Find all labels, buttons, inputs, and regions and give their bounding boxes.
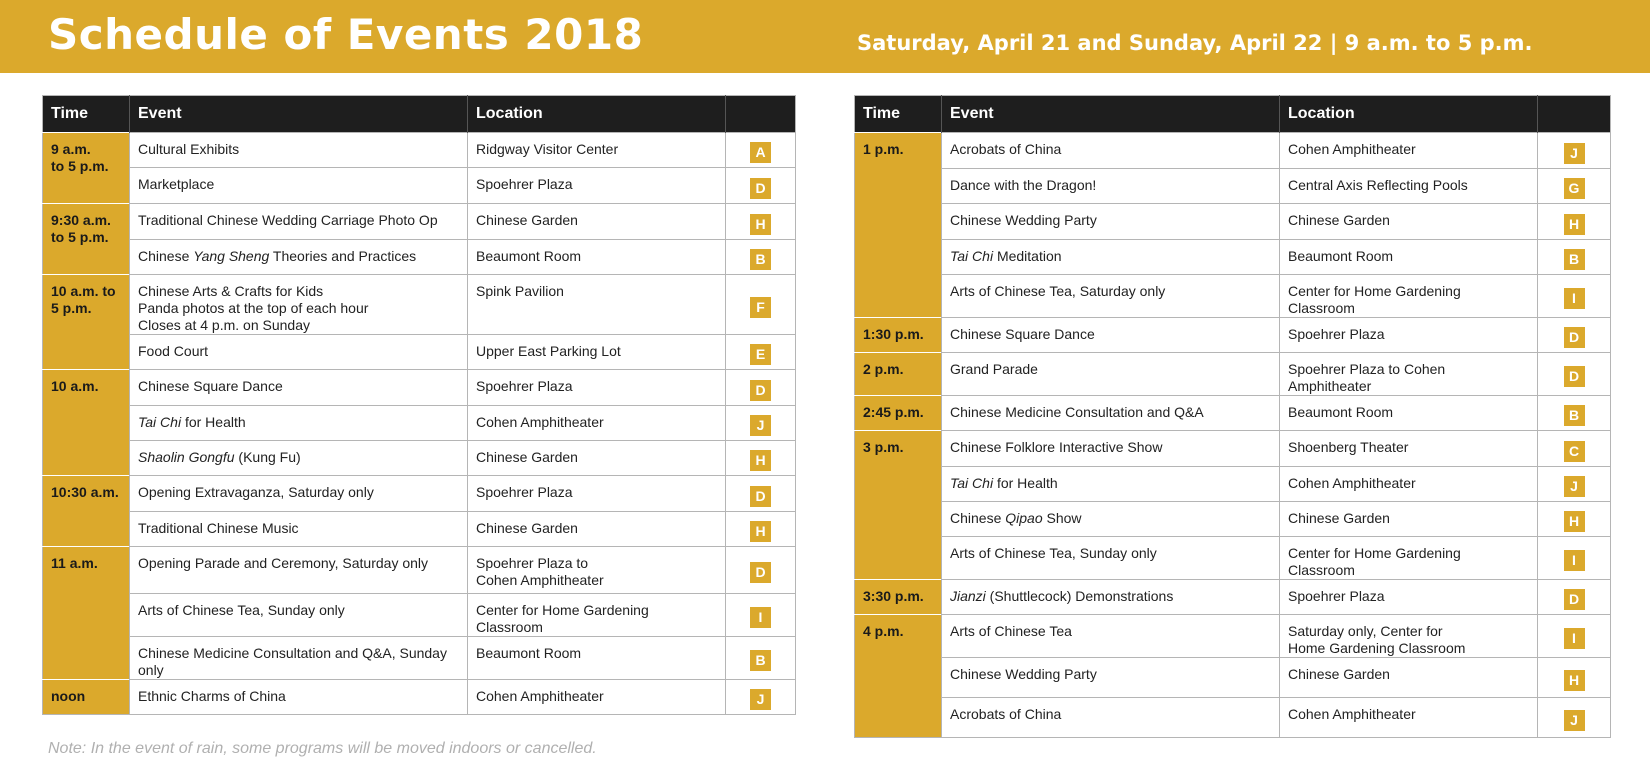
map-code-cell [726, 594, 796, 637]
code-column-header [1538, 96, 1611, 133]
map-code-badge: G [1564, 178, 1585, 199]
map-code-badge: D [750, 178, 771, 199]
event-name: Ethnic Charms of China [130, 680, 468, 715]
map-code-badge: H [1564, 214, 1585, 235]
map-code-badge: J [750, 689, 771, 710]
time-slot: 10 a.m. to 5 p.m. [43, 275, 130, 370]
table-row [43, 637, 796, 680]
event-location: Beaumont Room [468, 240, 726, 275]
map-code-badge: D [1564, 327, 1585, 348]
time-column-header: Time [855, 96, 942, 133]
event-location: Shoenberg Theater [1280, 431, 1538, 467]
title-banner [0, 0, 1650, 73]
map-code-cell [1538, 580, 1611, 615]
event-location: Spoehrer Plaza [468, 370, 726, 406]
time-slot: 10 a.m. [43, 370, 130, 476]
map-code-cell [1538, 431, 1611, 467]
page-title: Schedule of Events 2018 [48, 10, 644, 59]
map-code-badge: J [1564, 143, 1585, 164]
table-row [43, 133, 796, 168]
table-row [855, 204, 1611, 240]
time-slot: 1 p.m. [855, 133, 942, 318]
time-slot: 9:30 a.m. to 5 p.m. [43, 204, 130, 275]
event-name: Opening Extravaganza, Saturday only [130, 476, 468, 512]
table-row [43, 406, 796, 441]
event-name: Shaolin Gongfu (Kung Fu) [130, 441, 468, 476]
event-location: Center for Home Gardening Classroom [1280, 275, 1538, 318]
event-location: Spoehrer Plaza to Cohen Amphitheater [1280, 353, 1538, 396]
event-location: Cohen Amphitheater [468, 406, 726, 441]
event-location: Central Axis Reflecting Pools [1280, 169, 1538, 204]
table-row [43, 680, 796, 715]
map-code-badge: B [750, 650, 771, 671]
event-name: Dance with the Dragon! [942, 169, 1280, 204]
table-row [43, 240, 796, 275]
table-row [43, 476, 796, 512]
table-row [855, 698, 1611, 738]
event-location: Saturday only, Center for Home Gardening Classroom [1280, 615, 1538, 658]
event-name: Chinese Qipao Show [942, 502, 1280, 537]
event-dates: Saturday, April 21 and Sunday, April 22 | 9 a.m. to 5 p.m. [857, 31, 1533, 55]
map-code-cell [1538, 318, 1611, 353]
time-slot: 3:30 p.m. [855, 580, 942, 615]
event-location: Spoehrer Plaza to Cohen Amphitheater [468, 547, 726, 594]
event-name: Tai Chi for Health [130, 406, 468, 441]
map-code-badge: I [1564, 550, 1585, 571]
event-column-header: Event [942, 96, 1280, 133]
table-row [855, 615, 1611, 658]
map-code-cell [726, 335, 796, 370]
time-slot: 1:30 p.m. [855, 318, 942, 353]
map-code-badge: B [750, 249, 771, 270]
table-row [43, 370, 796, 406]
event-name: Cultural Exhibits [130, 133, 468, 168]
event-location: Ridgway Visitor Center [468, 133, 726, 168]
map-code-badge: F [750, 297, 771, 318]
map-code-badge: H [1564, 511, 1585, 532]
event-location: Chinese Garden [1280, 204, 1538, 240]
rain-note: Note: In the event of rain, some programs will be moved indoors or cancelled. [48, 740, 597, 757]
event-name-emphasis: Tai Chi [950, 475, 994, 491]
map-code-badge: D [750, 562, 771, 583]
event-name: Chinese Yang Sheng Theories and Practices [130, 240, 468, 275]
event-name: Chinese Wedding Party [942, 204, 1280, 240]
table-row [43, 594, 796, 637]
event-location: Cohen Amphitheater [1280, 698, 1538, 738]
event-name-emphasis: Tai Chi [950, 248, 994, 264]
map-code-cell [726, 370, 796, 406]
event-name-emphasis: Tai Chi [138, 414, 182, 430]
map-code-badge: H [750, 214, 771, 235]
map-code-cell [726, 133, 796, 168]
event-name: Tai Chi for Health [942, 467, 1280, 502]
table-row [43, 204, 796, 240]
event-name-emphasis: Qipao [1005, 510, 1043, 526]
schedule-table-right [854, 95, 1611, 738]
map-code-cell [1538, 615, 1611, 658]
event-name: Opening Parade and Ceremony, Saturday only [130, 547, 468, 594]
time-column-header: Time [43, 96, 130, 133]
table-row [43, 275, 796, 335]
event-name: Chinese Wedding Party [942, 658, 1280, 698]
map-code-badge: I [1564, 288, 1585, 309]
event-name: Arts of Chinese Tea, Sunday only [130, 594, 468, 637]
event-location: Cohen Amphitheater [1280, 133, 1538, 169]
map-code-cell [726, 441, 796, 476]
event-name-emphasis: Shaolin Gongfu [138, 449, 235, 465]
map-code-cell [1538, 133, 1611, 169]
time-slot: 9 a.m. to 5 p.m. [43, 133, 130, 204]
table-row [855, 431, 1611, 467]
event-location: Spink Pavilion [468, 275, 726, 335]
map-code-cell [1538, 396, 1611, 431]
map-code-cell [726, 680, 796, 715]
event-location: Spoehrer Plaza [1280, 318, 1538, 353]
map-code-badge: B [1564, 249, 1585, 270]
event-location: Chinese Garden [468, 512, 726, 547]
time-slot: noon [43, 680, 130, 715]
event-name: Chinese Square Dance [130, 370, 468, 406]
map-code-cell [726, 168, 796, 204]
event-location: Chinese Garden [1280, 502, 1538, 537]
map-code-cell [1538, 204, 1611, 240]
location-column-header: Location [1280, 96, 1538, 133]
map-code-cell [1538, 169, 1611, 204]
table-row [43, 335, 796, 370]
map-code-cell [726, 275, 796, 335]
event-location: Center for Home Gardening Classroom [468, 594, 726, 637]
event-name: Grand Parade [942, 353, 1280, 396]
table-row [43, 547, 796, 594]
event-location: Beaumont Room [1280, 396, 1538, 431]
event-name: Chinese Medicine Consultation and Q&A [942, 396, 1280, 431]
map-code-badge: D [1564, 366, 1585, 387]
time-slot: 2:45 p.m. [855, 396, 942, 431]
table-row [855, 658, 1611, 698]
table-row [855, 318, 1611, 353]
event-location: Cohen Amphitheater [1280, 467, 1538, 502]
event-location: Center for Home Gardening Classroom [1280, 537, 1538, 580]
map-code-badge: D [1564, 589, 1585, 610]
event-name: Food Court [130, 335, 468, 370]
map-code-badge: J [750, 415, 771, 436]
time-slot: 4 p.m. [855, 615, 942, 738]
map-code-cell [726, 204, 796, 240]
event-name-emphasis: Jianzi [950, 588, 986, 604]
map-code-badge: I [1564, 628, 1585, 649]
map-code-cell [1538, 275, 1611, 318]
event-location: Cohen Amphitheater [468, 680, 726, 715]
table-row [855, 353, 1611, 396]
map-code-badge: C [1564, 441, 1585, 462]
map-code-badge: I [750, 607, 771, 628]
table-row [43, 168, 796, 204]
event-location: Beaumont Room [468, 637, 726, 680]
event-column-header: Event [130, 96, 468, 133]
event-name: Jianzi (Shuttlecock) Demonstrations [942, 580, 1280, 615]
map-code-badge: B [1564, 405, 1585, 426]
table-row [43, 512, 796, 547]
table-header-row [43, 96, 796, 133]
table-header-row [855, 96, 1611, 133]
table-row [855, 240, 1611, 275]
map-code-cell [1538, 502, 1611, 537]
time-slot: 3 p.m. [855, 431, 942, 580]
table-row [855, 169, 1611, 204]
event-name: Traditional Chinese Music [130, 512, 468, 547]
event-location: Spoehrer Plaza [468, 476, 726, 512]
event-name: Tai Chi Meditation [942, 240, 1280, 275]
table-row [855, 275, 1611, 318]
map-code-cell [726, 476, 796, 512]
event-name: Chinese Arts & Crafts for Kids Panda photos at the top of each hour Closes at 4 p.m. on Sunday [130, 275, 468, 335]
map-code-badge: H [750, 521, 771, 542]
event-location: Spoehrer Plaza [1280, 580, 1538, 615]
event-name: Chinese Folklore Interactive Show [942, 431, 1280, 467]
map-code-cell [1538, 698, 1611, 738]
event-name: Acrobats of China [942, 133, 1280, 169]
map-code-cell [1538, 467, 1611, 502]
event-location: Spoehrer Plaza [468, 168, 726, 204]
event-name: Traditional Chinese Wedding Carriage Photo Op [130, 204, 468, 240]
map-code-badge: D [750, 380, 771, 401]
schedule-table-left [42, 95, 796, 715]
map-code-badge: H [1564, 670, 1585, 691]
map-code-badge: E [750, 344, 771, 365]
map-code-badge: D [750, 486, 771, 507]
table-row [855, 502, 1611, 537]
event-name: Marketplace [130, 168, 468, 204]
event-location: Chinese Garden [468, 441, 726, 476]
map-code-badge: J [1564, 476, 1585, 497]
event-name: Arts of Chinese Tea [942, 615, 1280, 658]
location-column-header: Location [468, 96, 726, 133]
time-slot: 11 a.m. [43, 547, 130, 680]
time-slot: 2 p.m. [855, 353, 942, 396]
event-location: Beaumont Room [1280, 240, 1538, 275]
map-code-cell [726, 406, 796, 441]
table-row [855, 467, 1611, 502]
table-row [43, 441, 796, 476]
event-location: Chinese Garden [468, 204, 726, 240]
event-name: Chinese Square Dance [942, 318, 1280, 353]
map-code-badge: H [750, 450, 771, 471]
map-code-badge: J [1564, 710, 1585, 731]
event-location: Chinese Garden [1280, 658, 1538, 698]
map-code-badge: A [750, 142, 771, 163]
map-code-cell [726, 547, 796, 594]
event-name: Chinese Medicine Consultation and Q&A, Sunday only [130, 637, 468, 680]
map-code-cell [1538, 240, 1611, 275]
time-slot: 10:30 a.m. [43, 476, 130, 547]
table-row [855, 537, 1611, 580]
table-row [855, 133, 1611, 169]
event-location: Upper East Parking Lot [468, 335, 726, 370]
event-name: Acrobats of China [942, 698, 1280, 738]
code-column-header [726, 96, 796, 133]
map-code-cell [726, 637, 796, 680]
map-code-cell [1538, 353, 1611, 396]
map-code-cell [1538, 537, 1611, 580]
map-code-cell [726, 512, 796, 547]
table-row [855, 580, 1611, 615]
map-code-cell [726, 240, 796, 275]
table-row [855, 396, 1611, 431]
event-name: Arts of Chinese Tea, Sunday only [942, 537, 1280, 580]
event-name-emphasis: Yang Sheng [193, 248, 270, 264]
event-name: Arts of Chinese Tea, Saturday only [942, 275, 1280, 318]
map-code-cell [1538, 658, 1611, 698]
